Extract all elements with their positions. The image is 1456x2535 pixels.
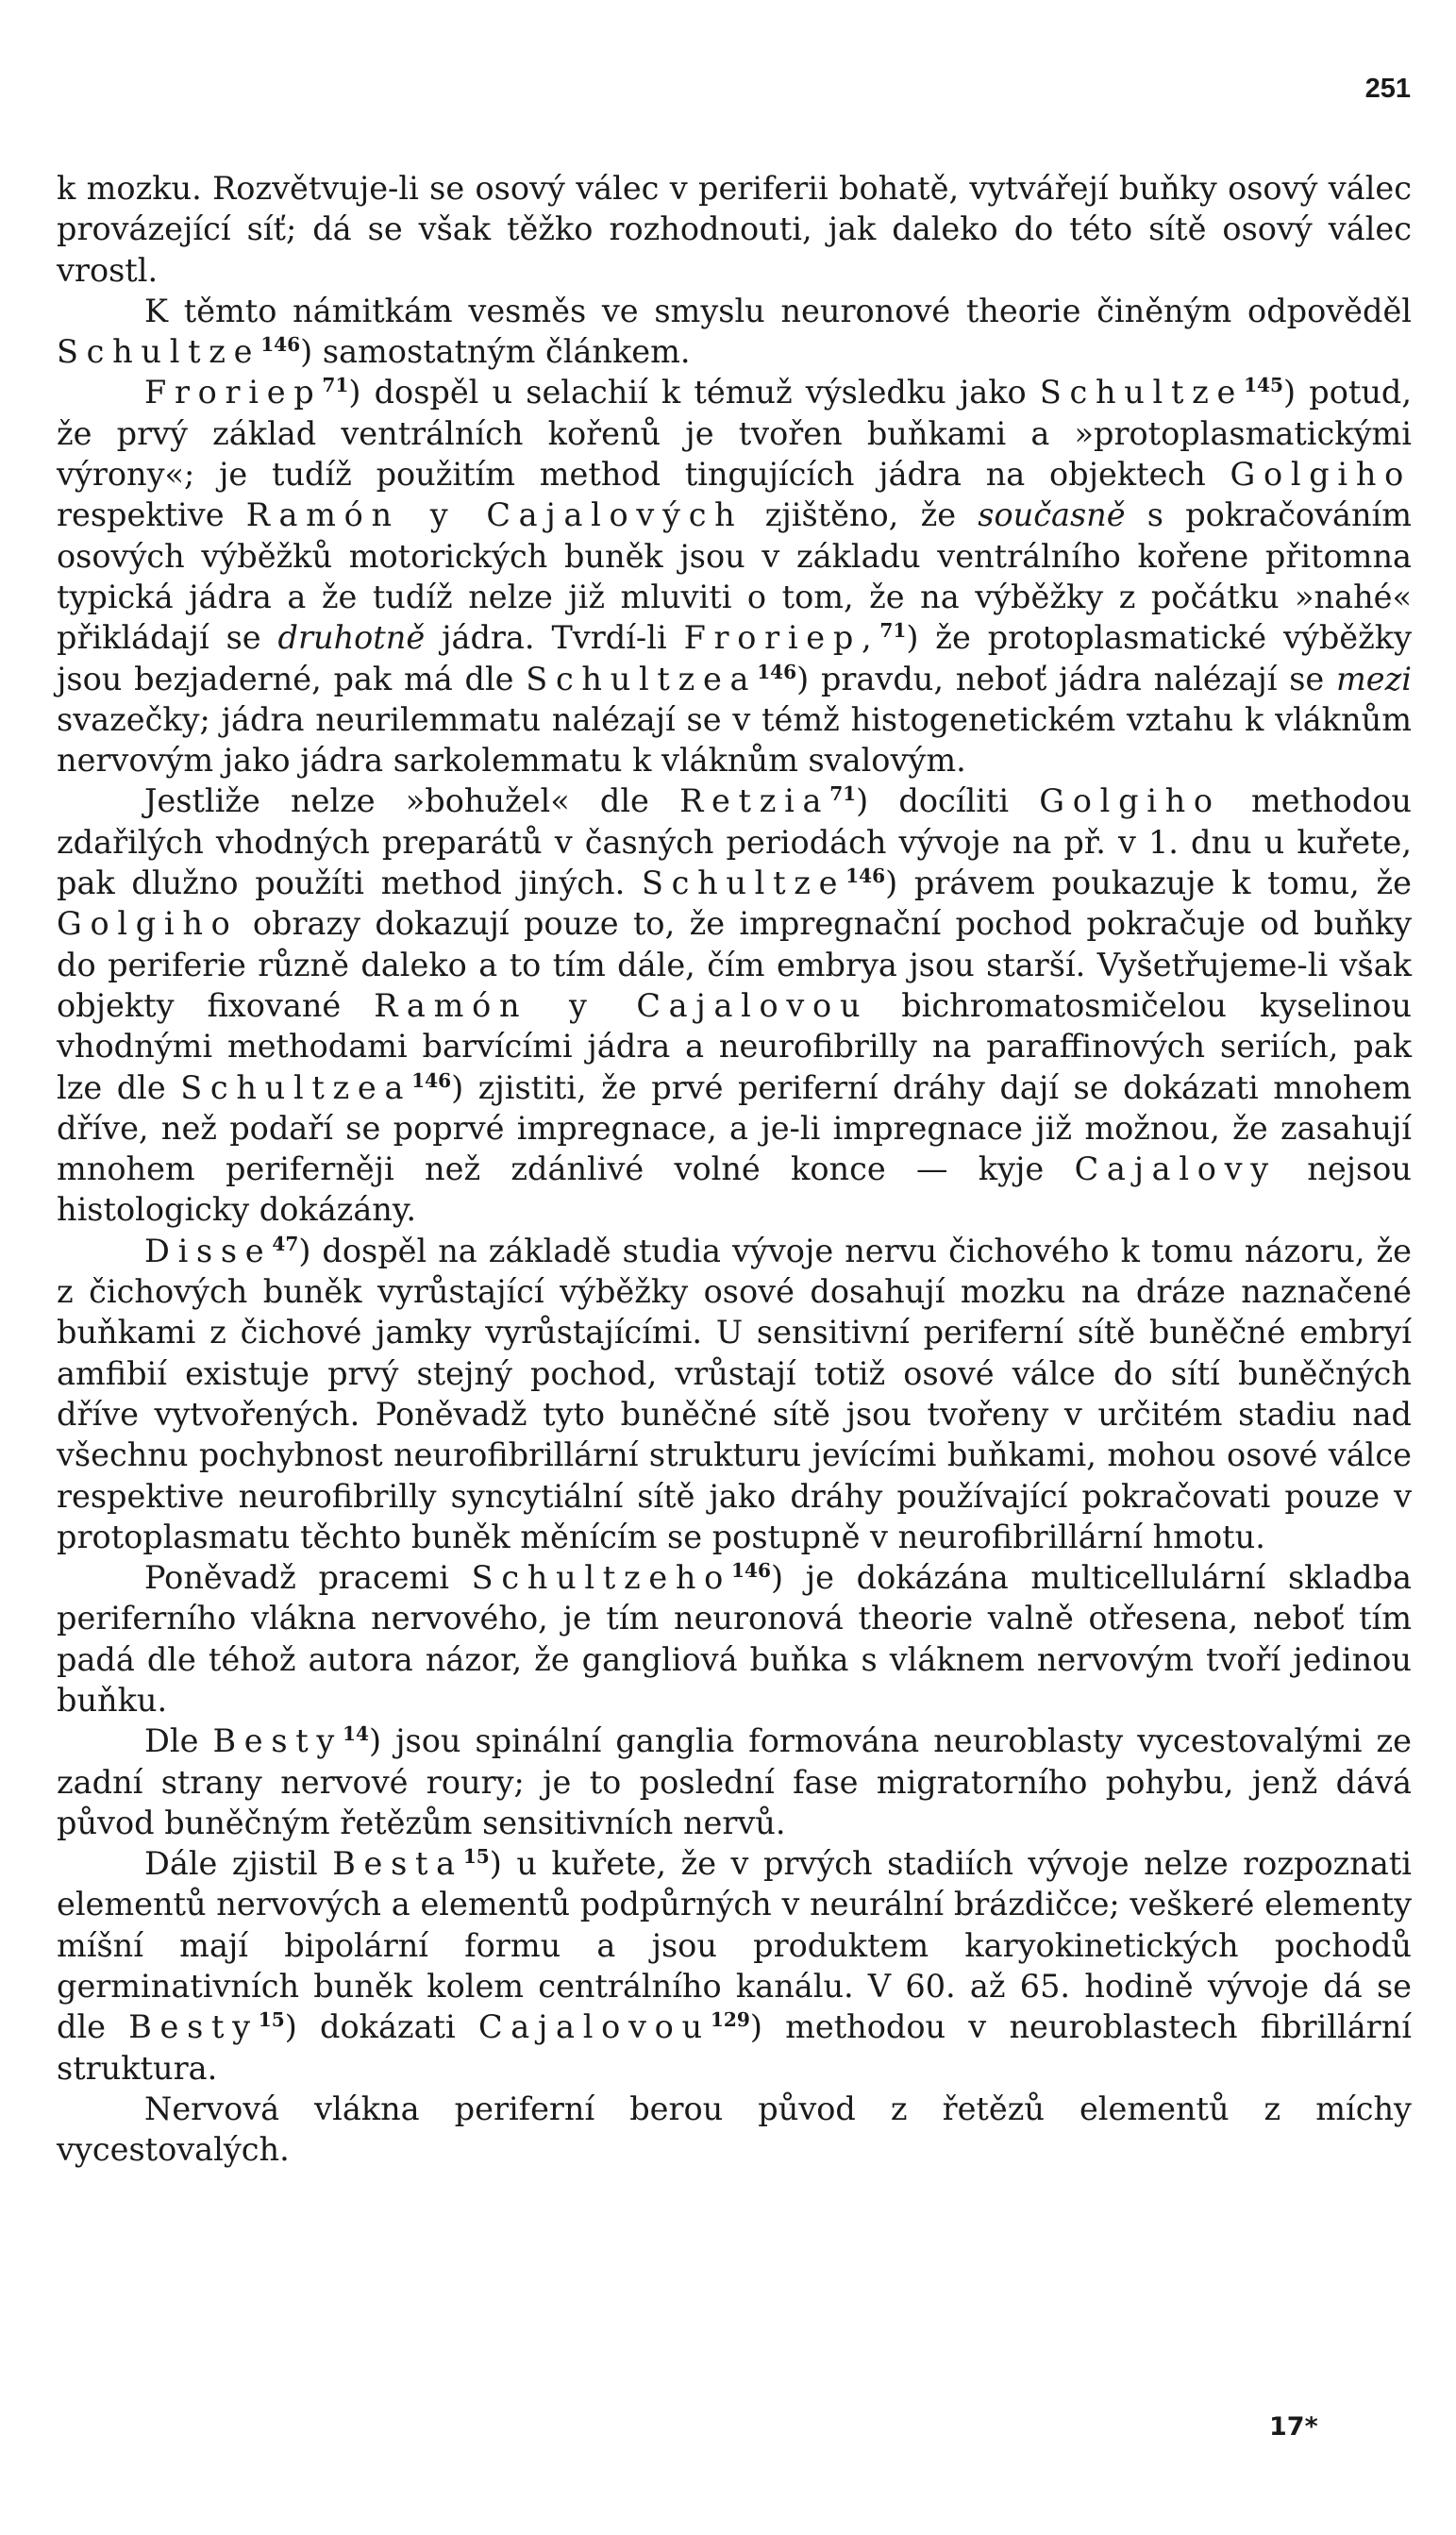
paragraph-2 xyxy=(57,291,1412,373)
text-run: Jestliže nelze »bohužel« dle xyxy=(144,782,680,820)
text-run: Dále zjistil xyxy=(144,1845,333,1883)
page-number: 251 xyxy=(1364,74,1411,104)
author-name: Retzia xyxy=(679,782,830,820)
text-run: ) zjistiti, že prvé periferní dráhy dají se dokázati mnohem dříve, než podaří se poprvé impregnace, a je-li impregnace již možnou, že zasahují mnohem periferněji než zdánlivé volné konce — kyje xyxy=(57,1068,1412,1188)
author-name: Golgiho xyxy=(1039,782,1221,820)
author-name: Ramón y Cajalových xyxy=(245,496,744,534)
author-name: Golgiho xyxy=(57,905,239,943)
text-run: nejsou histologicky dokázány. xyxy=(57,1150,1412,1229)
emphasis: druhotně xyxy=(277,619,426,657)
reference-number: 15 xyxy=(462,1845,490,1869)
text-run: zjištěno, že xyxy=(743,496,979,534)
reference-number: 146 xyxy=(731,1558,771,1582)
text-run: ) potud, že prvý základ ventrálních kořenů je tvořen buňkami a »protoplasmatickými výrony«; je tudíž použitím method tingujících jádra na objektech xyxy=(57,374,1412,494)
author-name: Schultzea xyxy=(180,1068,412,1106)
author-name: Schultzeho xyxy=(471,1559,732,1597)
reference-number: 14 xyxy=(343,1722,369,1746)
author-name: Golgiho xyxy=(1230,456,1412,494)
author-name: Besty xyxy=(212,1722,343,1760)
text-run: bichromatosmičelou kyselinou vhodnými methodami barvícími jádra a neurofibrilly na paraffinových seriích, pak lze dle xyxy=(57,986,1412,1106)
text-run: Nervová vlákna periferní berou původ z řetězů elementů z míchy vycestovalých. xyxy=(57,2090,1412,2169)
paragraph-3 xyxy=(57,372,1412,781)
text-run: ) samostatným článkem. xyxy=(300,333,691,371)
author-name: Schultze xyxy=(57,333,261,371)
text-run: Poněvadž pracemi xyxy=(144,1559,472,1597)
author-name: Besta xyxy=(332,1845,463,1883)
text-run: ) dospěl u selachií k témuž výsledku jako xyxy=(348,374,1040,411)
paragraph-1 xyxy=(57,168,1412,291)
author-name: Schultze xyxy=(641,865,846,902)
text-run: s pokračováním osových výběžků motorických buněk jsou v základu ventrálního kořene přitomna typická jádra a že tudíž nelze již mluviti o tom, že na výběžky z počátku »nahé« přikládají se xyxy=(57,496,1412,657)
author-name: Froriep, xyxy=(683,619,880,657)
reference-number: 146 xyxy=(757,660,797,683)
author-name: Froriep xyxy=(144,374,323,411)
reference-number: 47 xyxy=(272,1232,299,1255)
text-run: ) u kuřete, že v prvých stadiích vývoje nelze rozpoznati elementů nervových a elementů podpůrných v neurální brázdičce; veškeré elementy míšní mají bipolární formu a jsou produktem karyokinetických pochodů germinativních buněk kolem centrálního kanálu. V 60. až 65. hodině vývoje dá se dle xyxy=(57,1845,1412,2046)
text-body xyxy=(57,168,1412,2171)
text-run: ) methodou v neuroblastech fibrillární struktura. xyxy=(57,2008,1412,2087)
author-name: Schultzea xyxy=(526,660,758,697)
text-run: K těmto námitkám vesměs ve smyslu neuronové theorie činěným odpověděl xyxy=(144,292,1412,329)
text-run: obrazy dokazují pouze to, že impregnační pochod pokračuje od buňky do periferie různě daleko a to tím dále, čím embrya jsou starší. Vyšetřujeme-li však objekty fixované xyxy=(57,905,1412,1024)
text-run: ) dokázati xyxy=(284,2008,478,2046)
text-run: k mozku. Rozvětvuje-li se osový válec v periferii bohatě, vytvářejí buňky osový válec provázející síť; dá se však těžko rozhodnouti, jak daleko do této sítě osový válec vrostl. xyxy=(57,170,1412,289)
text-run: ) jsou spinální ganglia formována neuroblasty vycestovalými ze zadní strany nervové roury; je to poslední fase migratorního pohybu, jenž dává původ buněčným řetězům sensitivních nervů. xyxy=(57,1722,1413,1841)
text-run: methodou zdařilých vhodných preparátů v časných periodách vývoje na př. v 1. dnu u kuřete, pak dlužno použíti method jiných. xyxy=(57,782,1412,902)
text-run: ) právem poukazuje k tomu, že xyxy=(885,865,1412,902)
text-run: Dle xyxy=(144,1722,213,1760)
reference-number: 71 xyxy=(829,782,857,806)
text-run: ) je dokázána multicellulární skladba periferního vlákna nervového, je tím neuronová theorie valně otřesena, neboť tím padá dle téhož autora názor, že gangliová buňka s vláknem nervovým tvoří jedinou buňku. xyxy=(57,1559,1412,1719)
printer-signature: 17* xyxy=(1269,2412,1318,2442)
text-run: svazečky; jádra neurilemmatu nalézají se v témž histogenetickém vztahu k vláknům nervovým jako jádra sarkolemmatu k vláknům svalovým. xyxy=(57,700,1412,780)
reference-number: 146 xyxy=(260,333,301,357)
reference-number: 146 xyxy=(411,1068,452,1092)
paragraph-4 xyxy=(57,781,1412,1230)
text-run: ) pravdu, neboť jádra nalézají se xyxy=(796,660,1337,697)
reference-number: 145 xyxy=(1244,374,1284,397)
author-name: Besty xyxy=(128,2008,259,2046)
paragraph-6 xyxy=(57,1557,1412,1721)
author-name: Cajalovou xyxy=(477,2008,711,2046)
reference-number: 71 xyxy=(879,619,907,643)
reference-number: 146 xyxy=(845,864,886,887)
text-run: ) že protoplasmatické výběžky jsou bezjaderné, pak má dle xyxy=(57,619,1412,697)
text-run: jádra. Tvrdí-li xyxy=(425,619,684,657)
paragraph-5 xyxy=(57,1231,1412,1557)
reference-number: 15 xyxy=(258,2008,285,2032)
emphasis: mezi xyxy=(1336,660,1412,697)
text-run: ) dospěl na základě studia vývoje nervu čichového k tomu názoru, že z čichových buněk vyrůstající výběžky osové dosahují mozku na dráze naznačené buňkami z čichové jamky vyrůstajícími. U sensitivní periferní sítě buněčné embryí amfibií existuje prvý stejný pochod, vrůstají totiž osové válce do sítí buněčných dříve vytvořených. Poněvadž tyto buněčné sítě jsou tvořeny v určitém stadiu nad všechnu pochybnost neurofibrillární strukturu jevícími buňkami, mohou osové válce respektive neurofibrilly syncytiální sítě jako dráhy používající pokračovati pouze v protoplasmatu těchto buněk měnícím se postupně v neurofibrillární hmotu. xyxy=(57,1232,1412,1555)
author-name: Cajalovy xyxy=(1074,1150,1277,1188)
author-name: Ramón y Cajalovou xyxy=(374,986,869,1024)
paragraph-9 xyxy=(57,2089,1412,2171)
emphasis: současně xyxy=(978,496,1126,534)
paragraph-7 xyxy=(57,1721,1412,1843)
paragraph-8 xyxy=(57,1843,1412,2089)
author-name: Disse xyxy=(144,1232,273,1269)
reference-number: 71 xyxy=(322,374,349,397)
text-run: respektive xyxy=(57,496,246,534)
author-name: Schultze xyxy=(1039,374,1245,411)
reference-number: 129 xyxy=(710,2008,750,2032)
text-run: ) docíliti xyxy=(856,782,1040,820)
